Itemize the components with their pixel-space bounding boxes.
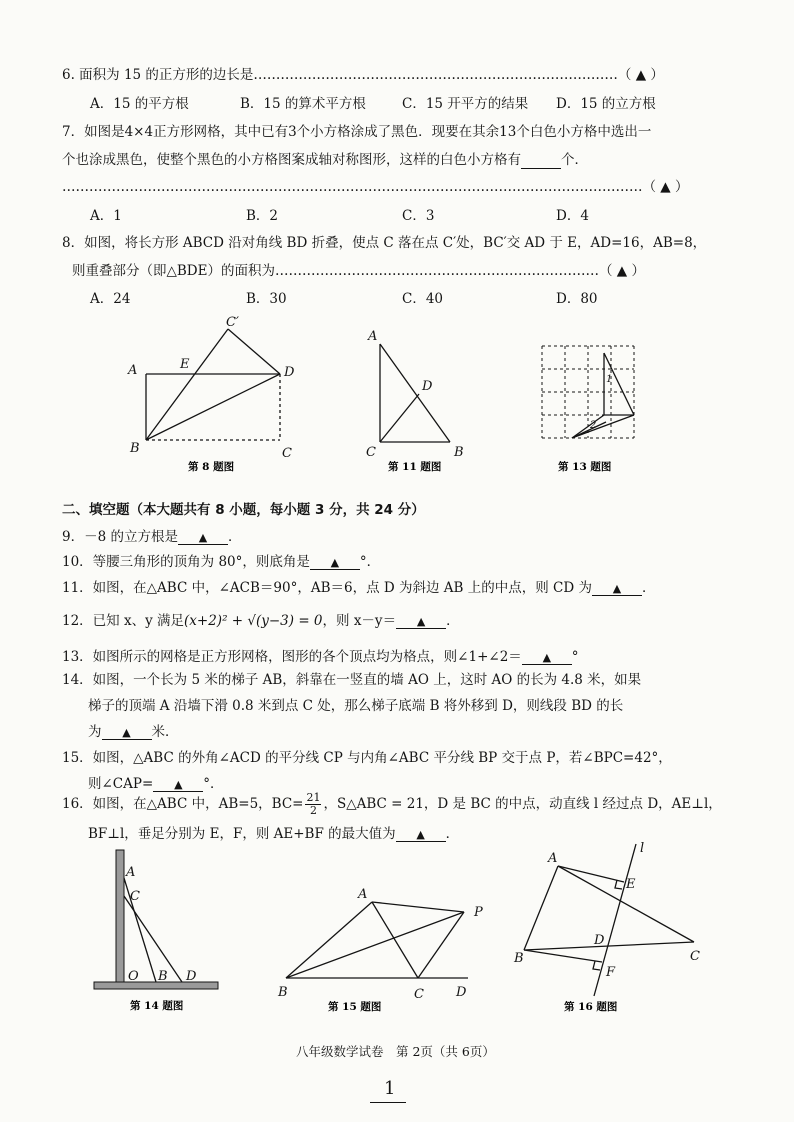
q11-text: 11．如图，在△ABC 中，∠ACB＝90°，AB＝6，点 D 为斜边 AB 上的中点，则 CD 为	[62, 580, 592, 596]
q12	[62, 609, 460, 629]
q9-answer-blank: ▲	[178, 531, 228, 545]
fig16-label-f: F	[606, 965, 616, 980]
figure-13	[534, 338, 644, 472]
fig15-label-p: P	[474, 905, 483, 920]
q10-text: 10．等腰三角形的顶角为 80°，则底角是	[62, 554, 310, 570]
fig8-label-a: A	[128, 363, 138, 378]
q7-stem-line1: 7．如图是4×4正方形网格，其中已有3个小方格涂成了黑色．现要在其余13个白色小方格中选出一	[62, 124, 652, 140]
q14-line3	[88, 720, 179, 740]
q16-pre: 16．如图，在△ABC 中，AB=5，BC=	[62, 796, 304, 812]
q16-answer-blank: ▲	[396, 828, 446, 842]
q16-line2-end: ．	[445, 826, 460, 842]
q11-answer-blank: ▲	[592, 582, 642, 596]
q15-line2-pre: 则∠CAP=	[88, 776, 154, 792]
fig11-label-c: C	[366, 445, 376, 460]
fig8-label-c-prime: C′	[226, 315, 239, 330]
fig16-label-c: C	[690, 949, 700, 964]
fig8-caption: 第 8 题图	[188, 461, 235, 472]
fig15-label-a: A	[358, 887, 368, 902]
fig11-label-d: D	[422, 379, 433, 394]
q10-end: °．	[359, 554, 381, 570]
fig13-angle-2: 2	[590, 420, 597, 431]
q16-fraction-denominator: 2	[309, 804, 317, 817]
fig15-caption: 第 15 题图	[328, 1001, 382, 1013]
q10-answer-blank: ▲	[310, 556, 360, 570]
page-mark: 1	[384, 1078, 396, 1099]
q9-end: ．	[227, 529, 242, 545]
page-mark-underline	[370, 1102, 406, 1103]
fig16-label-e: E	[626, 877, 636, 892]
q16-line2	[88, 822, 459, 842]
q12-answer-blank: ▲	[396, 615, 446, 629]
q16-fraction-numerator: 21	[306, 791, 321, 804]
q13-answer-blank: ▲	[522, 651, 572, 665]
q13	[62, 645, 579, 665]
q7-stem-line2-text: 个也涂成黑色，使整个黑色的小方格图案成轴对称图形，这样的白色小方格有	[62, 152, 521, 168]
fig14-label-b: B	[158, 969, 168, 984]
q8-stem-line2: 则重叠部分（即△BDE）的面积为………………………………………………………………（ ▲ ）	[72, 263, 645, 279]
fig16-label-b: B	[514, 951, 524, 966]
fig16-label-a: A	[548, 851, 558, 866]
fig8-label-c: C	[282, 446, 292, 461]
q15-answer-blank: ▲	[153, 778, 203, 792]
q12-end: ．	[446, 613, 460, 629]
figure-8	[118, 312, 318, 472]
section-2-title: 二、填空题（本大题共有 8 小题，每小题 3 分，共 24 分）	[62, 502, 425, 518]
fig8-label-e: E	[180, 357, 190, 372]
fig16-caption: 第 16 题图	[564, 1001, 618, 1013]
fig16-label-l: l	[640, 841, 645, 856]
fig8-label-b: B	[130, 441, 140, 456]
q7-option-d: D．4	[556, 208, 589, 224]
q12-pre: 12．已知 x、y 满足	[62, 613, 185, 629]
fig14-caption: 第 14 题图	[130, 1000, 184, 1012]
fig16-label-d: D	[594, 933, 605, 948]
page-footer: 八年级数学试卷 第 2页（共 6页）	[296, 1044, 495, 1059]
fig8-label-d: D	[284, 365, 295, 380]
q14-line3-end: 米．	[151, 724, 179, 740]
q14-line1: 14．如图，一个长为 5 米的梯子 AB，斜靠在一竖直的墙 AO 上，这时 AO 的长为 4.8 米，如果	[62, 672, 642, 688]
figure-15	[268, 880, 488, 1016]
fig11-label-a: A	[368, 329, 378, 344]
figure-16	[508, 836, 718, 1016]
q11	[62, 576, 656, 596]
fig13-angle-1: 1	[606, 374, 613, 385]
q10	[62, 550, 380, 570]
q14-answer-blank: ▲	[102, 726, 152, 740]
q14-line3-pre: 为	[88, 724, 102, 740]
fig11-label-b: B	[454, 445, 464, 460]
q13-end: °	[571, 649, 579, 665]
q8-option-d: D．80	[556, 291, 598, 307]
q6-option-a: A．15 的平方根	[90, 96, 189, 112]
q11-end: ．	[642, 580, 656, 596]
q9-text: 9．－8 的立方根是	[62, 529, 178, 545]
q8-stem-line1: 8．如图，将长方形 ABCD 沿对角线 BD 折叠，使点 C 落在点 C′处，BC′交 AD 于 E，AD=16，AB=8，	[62, 235, 707, 251]
q7-answer-blank	[521, 152, 561, 169]
q16-line2-pre: BF⊥l，垂足分别为 E，F，则 AE+BF 的最大值为	[88, 826, 396, 842]
q8-option-a: A．24	[90, 291, 131, 307]
q7-option-b: B．2	[246, 208, 279, 224]
q12-expression: (x+2)² + √(y−3) = 0	[184, 613, 323, 629]
q6-option-b: B．15 的算术平方根	[240, 96, 366, 112]
q9	[62, 525, 241, 545]
q15-line2	[88, 772, 224, 792]
q7-stem-line2-end: 个．	[561, 152, 588, 168]
q15-line2-end: °．	[203, 776, 224, 792]
fig13-caption: 第 13 题图	[558, 461, 612, 472]
fig14-label-o: O	[128, 969, 139, 984]
fig15-label-c: C	[414, 987, 424, 1002]
q15-line1: 15．如图，△ABC 的外角∠ACD 的平分线 CP 与内角∠ABC 平分线 BP 交于点 P，若∠BPC=42°，	[62, 750, 672, 766]
q14-line2: 梯子的顶端 A 沿墙下滑 0.8 米到点 C 处，那么梯子底端 B 将外移到 D，则线段 BD 的长	[88, 698, 624, 714]
q16-fraction	[305, 792, 321, 817]
q13-text: 13．如图所示的网格是正方形网格，图形的各个顶点均为格点，则∠1+∠2＝	[62, 649, 522, 665]
q8-option-c: C．40	[402, 291, 444, 307]
q6-option-d: D．15 的立方根	[556, 96, 656, 112]
q16-line1	[62, 792, 722, 817]
q7-dots: …………………………………………………………………………………………………………………（ ▲ ）	[62, 179, 689, 195]
fig11-caption: 第 11 题图	[388, 461, 442, 472]
q7-option-a: A．1	[90, 208, 122, 224]
figure-11	[358, 322, 478, 472]
q12-mid: ，则 x－y＝	[322, 613, 397, 629]
q7-stem-line2	[62, 148, 588, 169]
q8-option-b: B．30	[246, 291, 287, 307]
q6-option-c: C．15 开平方的结果	[402, 96, 529, 112]
fig14-label-c: C	[130, 889, 140, 904]
fig15-label-d: D	[456, 985, 467, 1000]
q7-option-c: C．3	[402, 208, 435, 224]
fig14-label-a: A	[126, 865, 136, 880]
fig14-label-d: D	[186, 969, 197, 984]
q16-post: ，S△ABC = 21，D 是 BC 的中点，动直线 l 经过点 D，AE⊥l，	[323, 796, 722, 812]
q6-stem: 6. 面积为 15 的正方形的边长是………………………………………………………………………（ ▲ ）	[62, 67, 664, 83]
fig15-label-b: B	[278, 985, 288, 1000]
figure-14	[88, 848, 228, 1018]
